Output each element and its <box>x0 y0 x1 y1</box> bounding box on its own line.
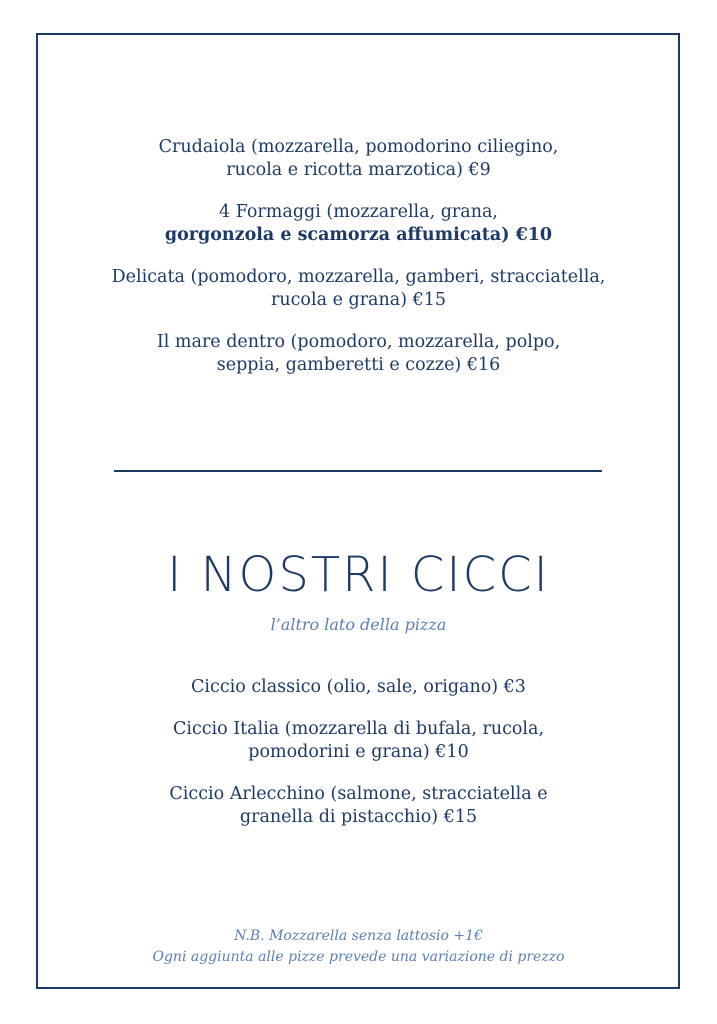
menu-item-il-mare-dentro <box>79 331 639 377</box>
footnote-line: N.B. Mozzarella senza lattosio +1€ <box>234 928 483 944</box>
menu-item-line: Ciccio Arlecchino (salmone, stracciatella e <box>169 784 548 804</box>
menu-item-line: rucola e ricotta marzotica) €9 <box>226 160 491 180</box>
menu-item-line: Ciccio Italia (mozzarella di bufala, rucola, <box>172 719 545 739</box>
footnote-line: Ogni aggiunta alle pizze prevede una variazione di prezzo <box>152 949 565 965</box>
footnote <box>0 926 717 968</box>
cicci-list <box>0 676 717 848</box>
menu-item-line: seppia, gamberetti e cozze) €16 <box>216 355 501 375</box>
menu-item-4-formaggi <box>79 201 639 247</box>
menu-item-ciccio-arlecchino <box>79 783 639 829</box>
menu-item-line: pomodorini e grana) €10 <box>248 742 469 762</box>
menu-item-ciccio-classico <box>79 676 639 699</box>
menu-item-line: Delicata (pomodoro, mozzarella, gamberi, stracciatella, <box>111 267 606 287</box>
pizza-list <box>0 136 717 396</box>
menu-item-line: Il mare dentro (pomodoro, mozzarella, polpo, <box>156 332 561 352</box>
menu-item-ciccio-italia <box>79 718 639 764</box>
menu-item-line: gorgonzola e scamorza affumicata) €10 <box>164 225 553 245</box>
menu-item-line: rucola e grana) €15 <box>271 290 446 310</box>
section-title: I NOSTRI CICCI <box>167 547 550 603</box>
menu-item-line: 4 Formaggi (mozzarella, grana, <box>219 202 498 222</box>
menu-item-line: Ciccio classico (olio, sale, origano) €3 <box>191 677 526 697</box>
menu-item-line: Crudaiola (mozzarella, pomodorino ciliegino, <box>158 137 559 157</box>
menu-item-crudaiola <box>79 136 639 182</box>
menu-item-delicata <box>79 266 639 312</box>
section-subtitle: l’altro lato della pizza <box>270 615 447 634</box>
menu-item-line: granella di pistacchio) €15 <box>239 807 478 827</box>
section-divider <box>114 470 602 472</box>
